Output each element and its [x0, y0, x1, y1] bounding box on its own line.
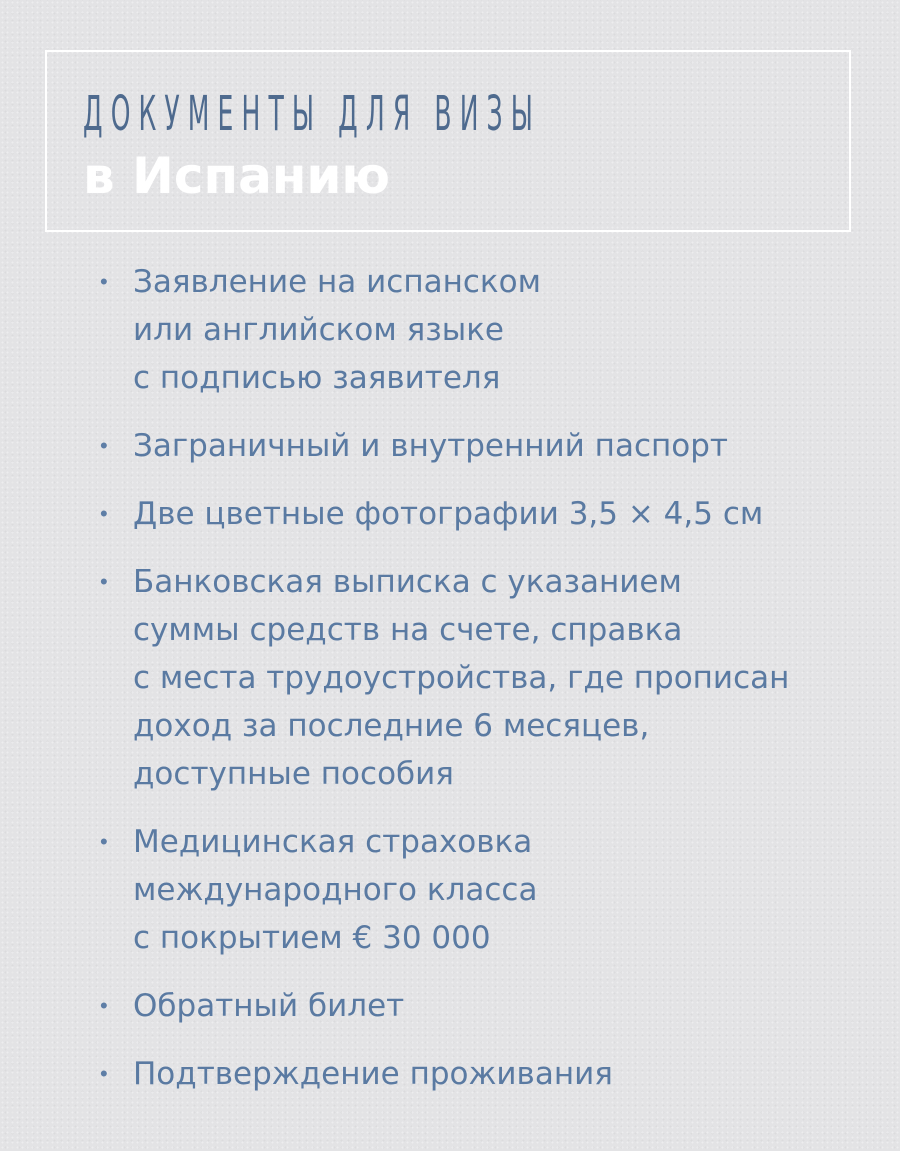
- list-item-line: доход за последние 6 месяцев,: [133, 708, 650, 744]
- list-item-line: Медицинская страховка: [133, 824, 533, 860]
- list-item-insurance: [100, 818, 890, 962]
- list-item-line: Заявление на испанском: [133, 264, 541, 300]
- list-item-passport: [100, 422, 890, 470]
- list-item-bank-statement: [100, 558, 890, 798]
- list-item-line: Две цветные фотографии 3,5 × 4,5 см: [133, 496, 764, 532]
- list-item-line: Обратный билет: [133, 988, 405, 1024]
- title-line-1: ДОКУМЕНТЫ ДЛЯ ВИЗЫ: [83, 86, 541, 142]
- list-item-line: Банковская выписка с указанием: [133, 564, 682, 600]
- documents-list: [100, 258, 890, 1118]
- list-item-line: суммы средств на счете, справка: [133, 612, 683, 648]
- list-item-photos: [100, 490, 890, 538]
- title-box: [45, 50, 851, 232]
- bullet-icon: •: [100, 1061, 108, 1086]
- bullet-icon: •: [100, 433, 108, 458]
- list-item-line: с места трудоустройства, где прописан: [133, 660, 790, 696]
- list-item-application: [100, 258, 890, 402]
- list-item-line: или английском языке: [133, 312, 505, 348]
- list-item-line: международного класса: [133, 872, 538, 908]
- title-line-2: в Испанию: [83, 147, 391, 205]
- list-item-line: с покрытием € 30 000: [133, 920, 491, 956]
- bullet-icon: •: [100, 829, 108, 854]
- list-item-return-ticket: [100, 982, 890, 1030]
- list-item-line: с подписью заявителя: [133, 360, 501, 396]
- list-item-line: доступные пособия: [133, 756, 454, 792]
- bullet-icon: •: [100, 501, 108, 526]
- list-item-accommodation: [100, 1050, 890, 1098]
- bullet-icon: •: [100, 269, 108, 294]
- list-item-line: Подтверждение проживания: [133, 1056, 613, 1092]
- bullet-icon: •: [100, 993, 108, 1018]
- bullet-icon: •: [100, 569, 108, 594]
- list-item-line: Заграничный и внутренний паспорт: [133, 428, 728, 464]
